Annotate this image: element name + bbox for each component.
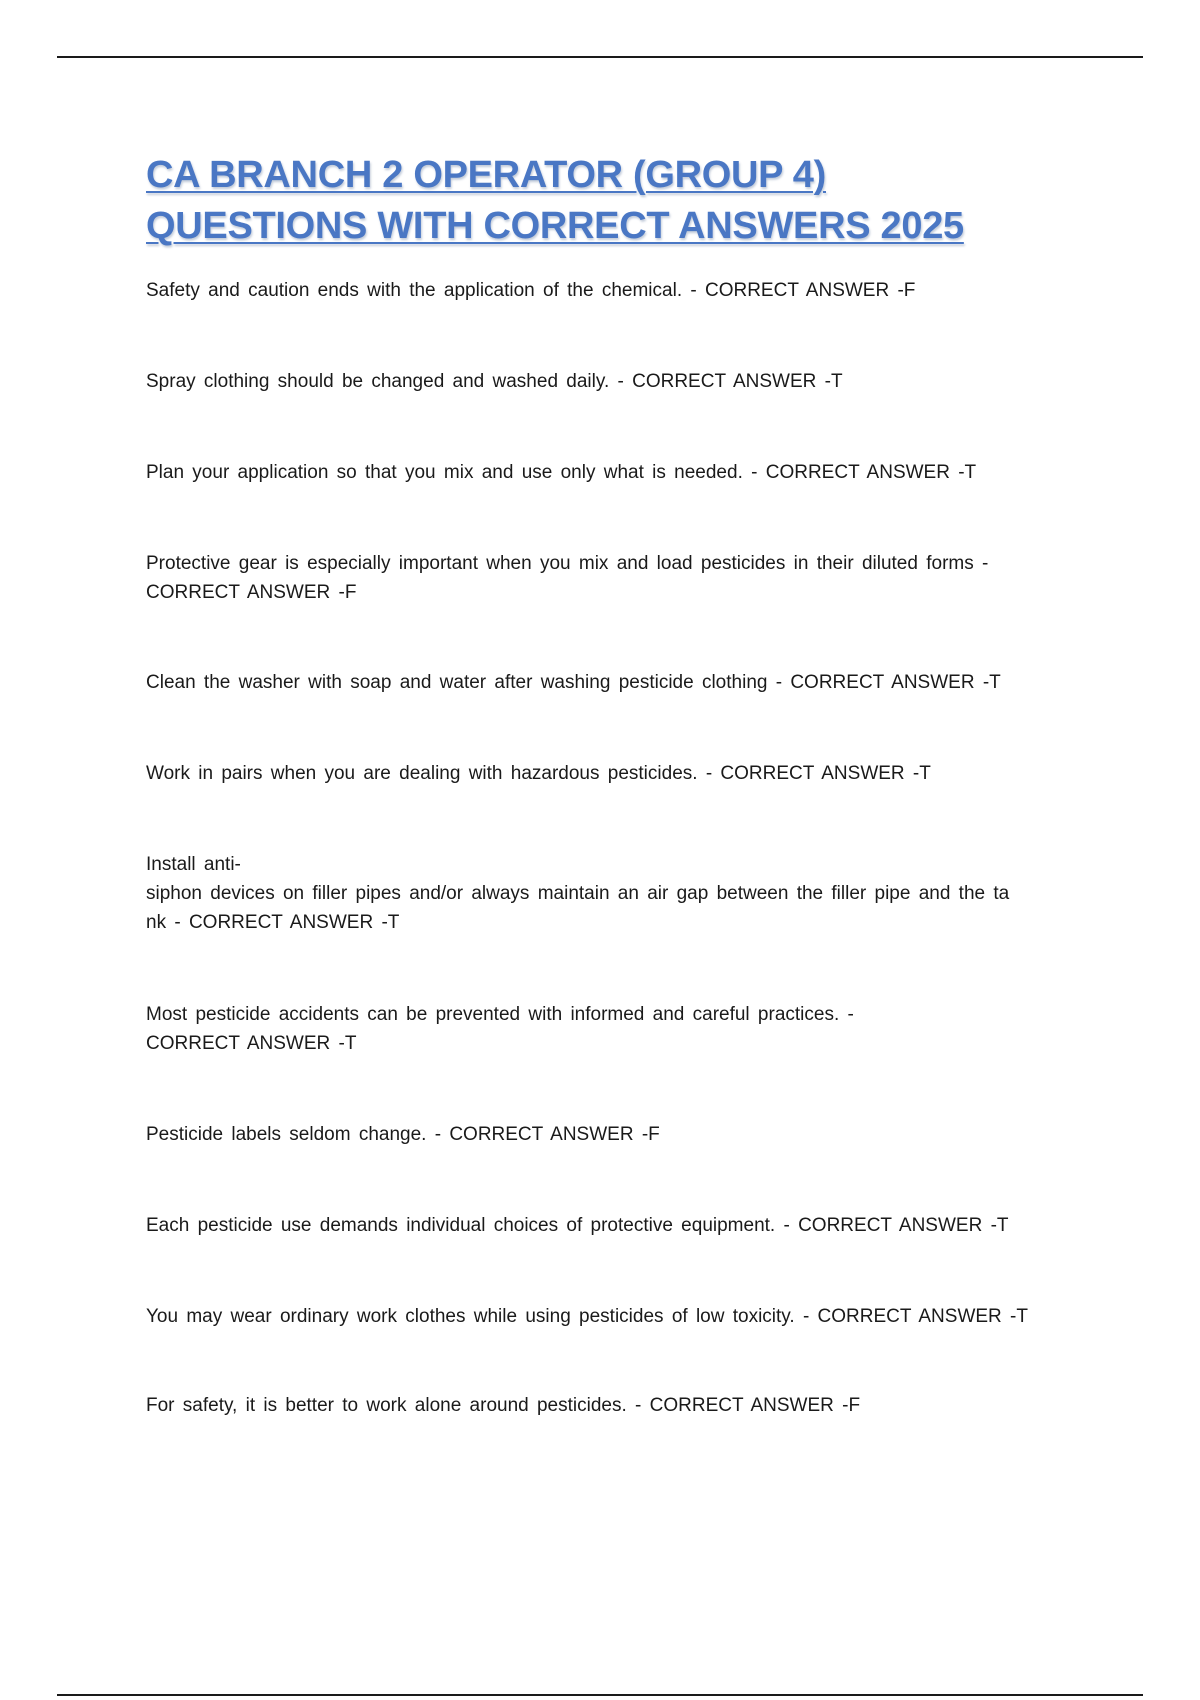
question-item: You may wear ordinary work clothes while using pesticides of low toxicity. - CORRECT ANSWER -T (146, 1306, 1028, 1327)
question-item: Install anti- siphon devices on filler pipes and/or always maintain an air gap between the filler pipe and the ta nk - CORRECT ANSWER -T (146, 854, 1010, 933)
question-item: Each pesticide use demands individual choices of protective equipment. - CORRECT ANSWER -T (146, 1215, 1009, 1236)
question-item: Pesticide labels seldom change. - CORRECT ANSWER -F (146, 1124, 660, 1145)
question-item: Most pesticide accidents can be prevented with informed and careful practices. - CORRECT ANSWER -T (146, 1004, 854, 1054)
document-body (146, 150, 1086, 252)
question-item: Clean the washer with soap and water after washing pesticide clothing - CORRECT ANSWER -T (146, 672, 1001, 693)
question-item: Safety and caution ends with the application of the chemical. - CORRECT ANSWER -F (146, 280, 916, 301)
question-item: Protective gear is especially important when you mix and load pesticides in their diluted forms - CORRECT ANSWER -F (146, 553, 989, 603)
question-item: Spray clothing should be changed and washed daily. - CORRECT ANSWER -T (146, 371, 843, 392)
footer-rule (57, 1694, 1143, 1696)
title-line-2: QUESTIONS WITH CORRECT ANSWERS 2025 (146, 205, 964, 247)
question-item: Plan your application so that you mix and use only what is needed. - CORRECT ANSWER -T (146, 462, 977, 483)
header-rule (57, 56, 1143, 58)
document-title (146, 150, 1086, 252)
question-item: For safety, it is better to work alone around pesticides. - CORRECT ANSWER -F (146, 1395, 861, 1416)
title-line-1: CA BRANCH 2 OPERATOR (GROUP 4) (146, 154, 826, 196)
question-item: Work in pairs when you are dealing with hazardous pesticides. - CORRECT ANSWER -T (146, 763, 931, 784)
